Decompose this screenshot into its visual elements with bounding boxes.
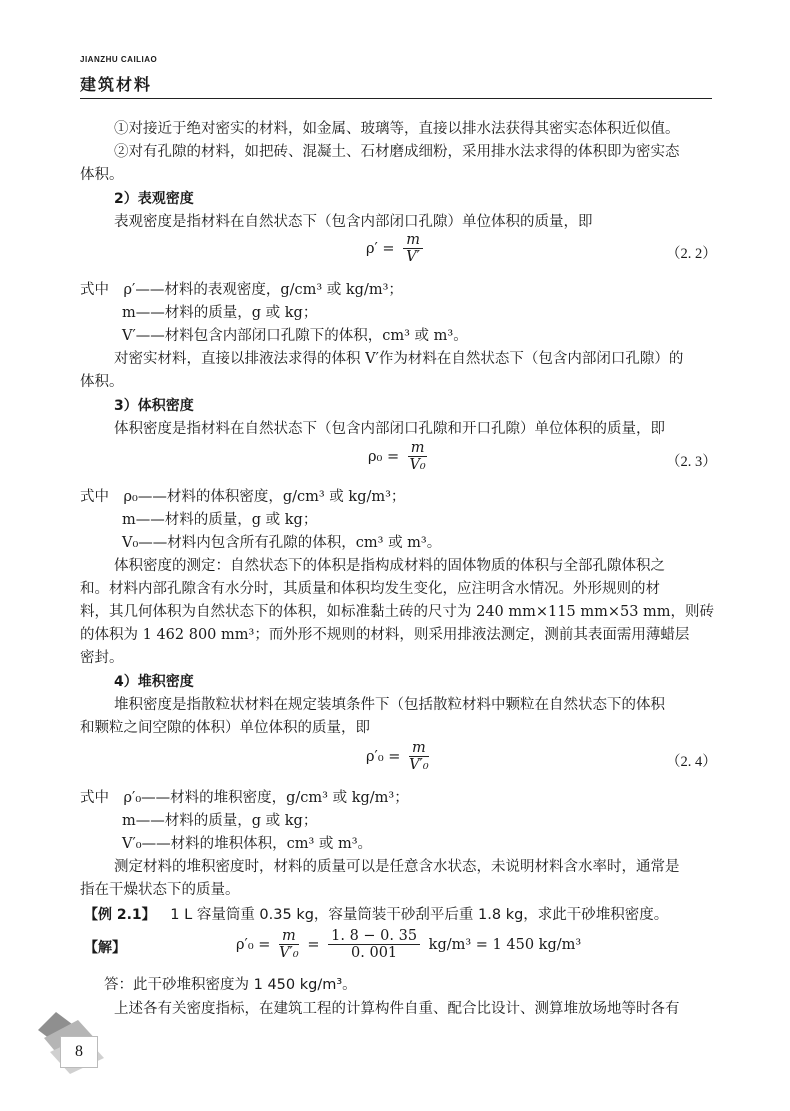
denominator: V′₀: [409, 757, 429, 773]
paragraph-line: 堆积密度是指散粒状材料在规定装填条件下（包括散粒材料中颗粒在自然状态下的体积: [114, 697, 665, 713]
equation-number: （2. 2）: [666, 246, 717, 262]
numerator: 1. 8 − 0. 35: [328, 928, 420, 945]
paragraph-line: 和。材料内部孔隙含有水分时，其质量和体积均发生变化，应注明含水情况。外形规则的材: [80, 581, 660, 597]
paragraph-line: 表观密度是指材料在自然状态下（包含内部闭口孔隙）单位体积的质量，即: [114, 214, 593, 230]
fraction: [279, 928, 299, 962]
denominator: V′₀: [279, 945, 299, 961]
where-line: 式中 ρ₀——材料的体积密度，g/cm³ 或 kg/m³；: [80, 489, 406, 505]
example-text: 1 L 容量筒重 0.35 kg，容量筒装干砂刮平后重 1.8 kg，求此干砂堆积密度。: [170, 907, 669, 923]
formula-lhs: ρ′ =: [366, 241, 395, 257]
formula-2-4: [366, 740, 433, 774]
equals-sign: =: [307, 937, 320, 953]
numerator: m: [408, 440, 428, 457]
formula-lhs: ρ′₀ =: [366, 749, 401, 765]
paragraph-line: 体积。: [80, 167, 124, 183]
paragraph-line: ①对接近于绝对密实的材料，如金属、玻璃等，直接以排水法获得其密实态体积近似值。: [114, 121, 680, 137]
where-line: m——材料的质量，g 或 kg；: [122, 305, 318, 321]
paragraph-line: 指在干燥状态下的质量。: [80, 882, 240, 898]
paragraph-line: 料，其几何体积为自然状态下的体积，如标准黏土砖的尺寸为 240 mm×115 mm×53 mm，则砖: [80, 604, 715, 620]
page-number: 8: [60, 1036, 98, 1068]
header-title: 建筑材料: [80, 75, 153, 94]
where-line: m——材料的质量，g 或 kg；: [122, 512, 318, 528]
paragraph-line: 和颗粒之间空隙的体积）单位体积的质量，即: [80, 720, 370, 736]
paragraph-line: 体积。: [80, 374, 124, 390]
paragraph-line: ②对有孔隙的材料，如把砖、混凝土、石材磨成细粉，采用排水法求得的体积即为密实态: [114, 144, 680, 160]
where-line: 式中 ρ′——材料的表观密度，g/cm³ 或 kg/m³；: [80, 282, 403, 298]
header-pinyin: JIANZHU CAILIAO: [80, 55, 158, 64]
where-line: V₀——材料内包含所有孔隙的体积，cm³ 或 m³。: [122, 535, 442, 551]
example-line: [84, 904, 668, 926]
paragraph-line: 体积密度的测定：自然状态下的体积是指构成材料的固体物质的体积与全部孔隙体积之: [114, 558, 665, 574]
where-line: V′₀——材料的堆积体积，cm³ 或 m³。: [122, 836, 373, 852]
answer-line: 答：此干砂堆积密度为 1 450 kg/m³。: [104, 977, 357, 993]
paragraph-line: 的体积为 1 462 800 mm³；而外形不规则的材料，则采用排液法测定，测前其表面需用薄蜡层: [80, 627, 690, 643]
where-line: 式中 ρ′₀——材料的堆积密度，g/cm³ 或 kg/m³；: [80, 790, 409, 806]
formula-result: kg/m³ = 1 450 kg/m³: [428, 937, 582, 953]
paragraph-line: 对密实材料，直接以排液法求得的体积 V′作为材料在自然状态下（包含内部闭口孔隙）的: [114, 351, 684, 367]
denominator: V₀: [409, 457, 426, 473]
numerator: m: [279, 928, 299, 945]
equation-number: （2. 3）: [666, 454, 717, 470]
fraction: [328, 928, 420, 962]
equation-number: （2. 4）: [666, 754, 717, 770]
example-label: 【例 2.1】: [84, 907, 156, 923]
denominator: V′: [406, 249, 420, 265]
solution-formula: [236, 928, 581, 962]
formula-lhs: ρ′₀ =: [236, 937, 271, 953]
paragraph-line: 体积密度是指材料在自然状态下（包含内部闭口孔隙和开口孔隙）单位体积的质量，即: [114, 421, 665, 437]
section-heading-3: 3）体积密度: [114, 398, 194, 414]
paragraph-line: 上述各有关密度指标，在建筑工程的计算构件自重、配合比设计、测算堆放场地等时各有: [114, 1001, 680, 1017]
formula-lhs: ρ₀ =: [368, 449, 400, 465]
section-heading-2: 2）表观密度: [114, 191, 194, 207]
section-heading-4: 4）堆积密度: [114, 674, 194, 690]
where-line: m——材料的质量，g 或 kg；: [122, 813, 318, 829]
paragraph-line: 测定材料的堆积密度时，材料的质量可以是任意含水状态，未说明材料含水率时，通常是: [114, 859, 680, 875]
fraction: [403, 232, 423, 266]
solution-label: 【解】: [84, 940, 126, 956]
header-rule: [80, 98, 712, 99]
formula-2-2: [366, 232, 427, 266]
formula-2-3: [368, 440, 431, 474]
denominator: 0. 001: [351, 945, 398, 961]
where-line: V′——材料包含内部闭口孔隙下的体积，cm³ 或 m³。: [122, 328, 468, 344]
numerator: m: [403, 232, 423, 249]
fraction: [409, 740, 429, 774]
fraction: [408, 440, 428, 474]
paragraph-line: 密封。: [80, 650, 124, 666]
numerator: m: [409, 740, 429, 757]
